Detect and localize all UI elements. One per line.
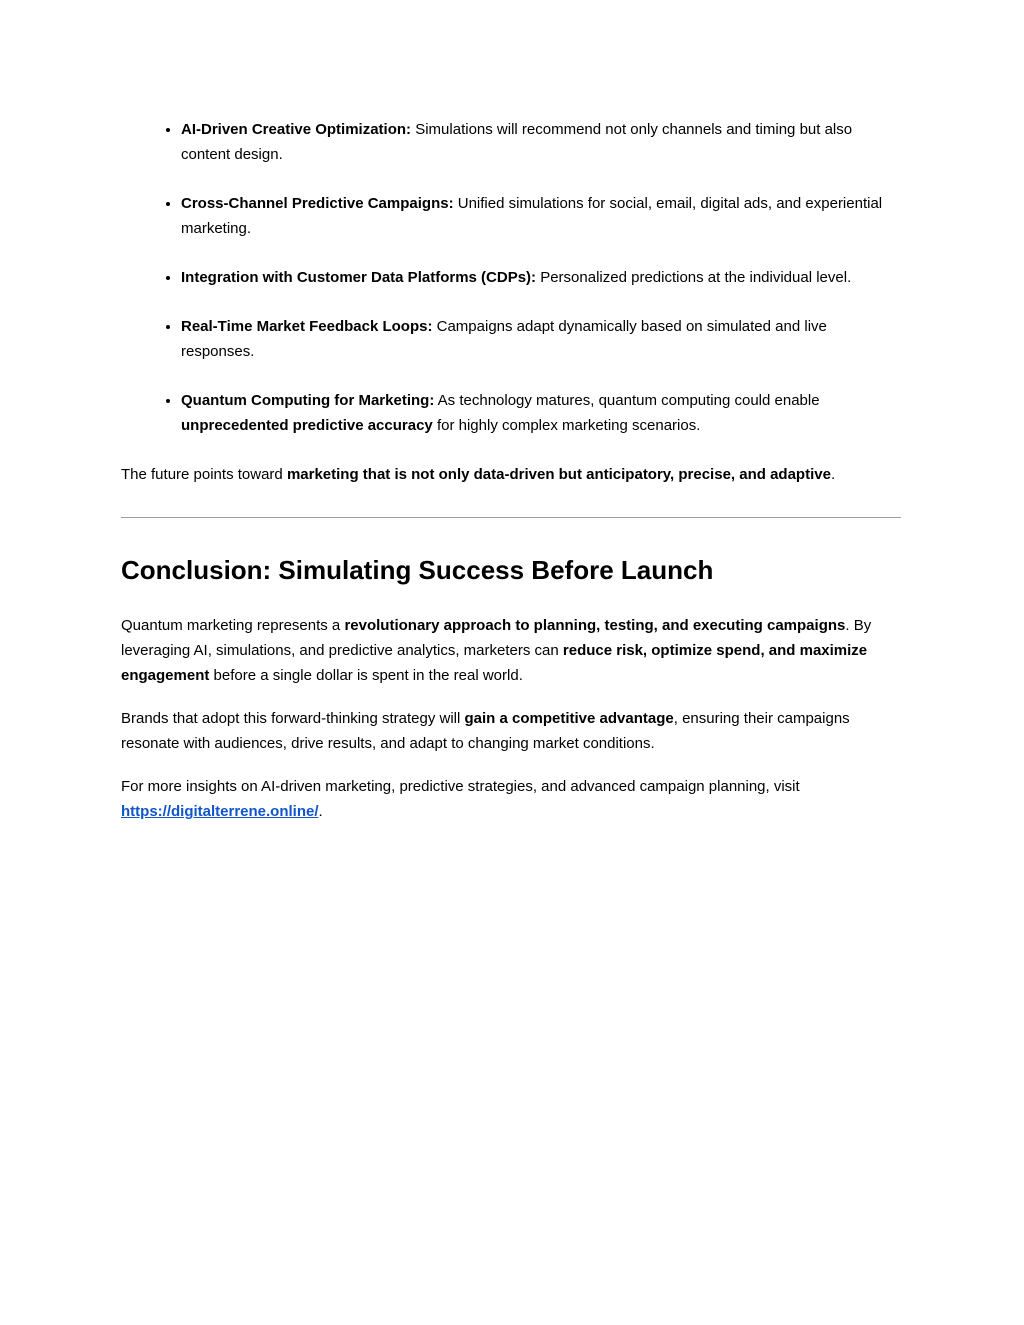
paragraph-text-2: . By leveraging AI, simulations, and predictive analytics, marketers can	[121, 617, 872, 659]
paragraph-text-2: .	[318, 803, 323, 820]
bullet-item-integration-with-cdps	[181, 265, 901, 290]
paragraph-text-3: before a single dollar is spent in the real world.	[209, 667, 523, 684]
bullet-lead-text: Real-Time Market Feedback Loops:	[181, 318, 433, 335]
bullet-body-text: As technology matures, quantum computing could enable	[434, 392, 820, 409]
bullet-body-text: Personalized predictions at the individual level.	[536, 269, 852, 286]
digitalterrene-link[interactable]: https://digitalterrene.online/	[121, 803, 319, 820]
conclusion-heading: Conclusion: Simulating Success Before Launch	[121, 555, 714, 585]
bullet-body-text-2: for highly complex marketing scenarios.	[432, 417, 701, 434]
bullet-item-real-time-market-feedback-loops	[181, 314, 901, 364]
paragraph-text: Quantum marketing represents a	[121, 617, 345, 634]
bullet-body-text: Unified simulations for social, email, digital ads, and experiential marketing.	[181, 195, 883, 237]
document-page	[121, 0, 901, 824]
bullet-lead-text: Integration with Customer Data Platforms (CDPs):	[181, 269, 537, 286]
future-summary-paragraph	[121, 462, 901, 487]
bullet-lead-text: Quantum Computing for Marketing:	[181, 392, 435, 409]
paragraph-bold-text: revolutionary approach to planning, testing, and executing campaigns	[344, 617, 846, 634]
paragraph-text: For more insights on AI-driven marketing, predictive strategies, and advanced campaign planning, visit	[121, 778, 800, 795]
future-trends-bullet-list	[121, 117, 901, 438]
conclusion-paragraph-3	[121, 774, 901, 824]
bullet-item-cross-channel-predictive-campaigns	[181, 191, 901, 241]
section-divider	[121, 517, 901, 518]
bullet-lead-text: AI-Driven Creative Optimization:	[181, 121, 412, 138]
conclusion-paragraph-1	[121, 613, 901, 688]
paragraph-text-2: .	[830, 466, 836, 483]
paragraph-text: Brands that adopt this forward-thinking strategy will	[121, 710, 465, 727]
conclusion-paragraph-2	[121, 706, 901, 756]
paragraph-bold-text: marketing that is not only data-driven but anticipatory, precise, and adaptive	[286, 466, 831, 483]
paragraph-text: The future points toward	[121, 466, 287, 483]
paragraph-bold-text-2: reduce risk, optimize spend, and maximize engagement	[121, 642, 868, 684]
bullet-bold-text: unprecedented predictive accuracy	[181, 417, 433, 434]
bullet-lead-text: Cross-Channel Predictive Campaigns:	[181, 195, 454, 212]
paragraph-bold-text: gain a competitive advantage	[464, 710, 674, 727]
bullet-item-quantum-computing-for-marketing	[181, 388, 901, 438]
paragraph-text-2: , ensuring their campaigns resonate with audiences, drive results, and adapt to changing market conditions.	[121, 710, 850, 752]
bullet-body-text: Simulations will recommend not only channels and timing but also content design.	[181, 121, 853, 163]
bullet-body-text: Campaigns adapt dynamically based on simulated and live responses.	[181, 318, 827, 360]
bullet-item-ai-driven-creative-optimization	[181, 117, 901, 167]
